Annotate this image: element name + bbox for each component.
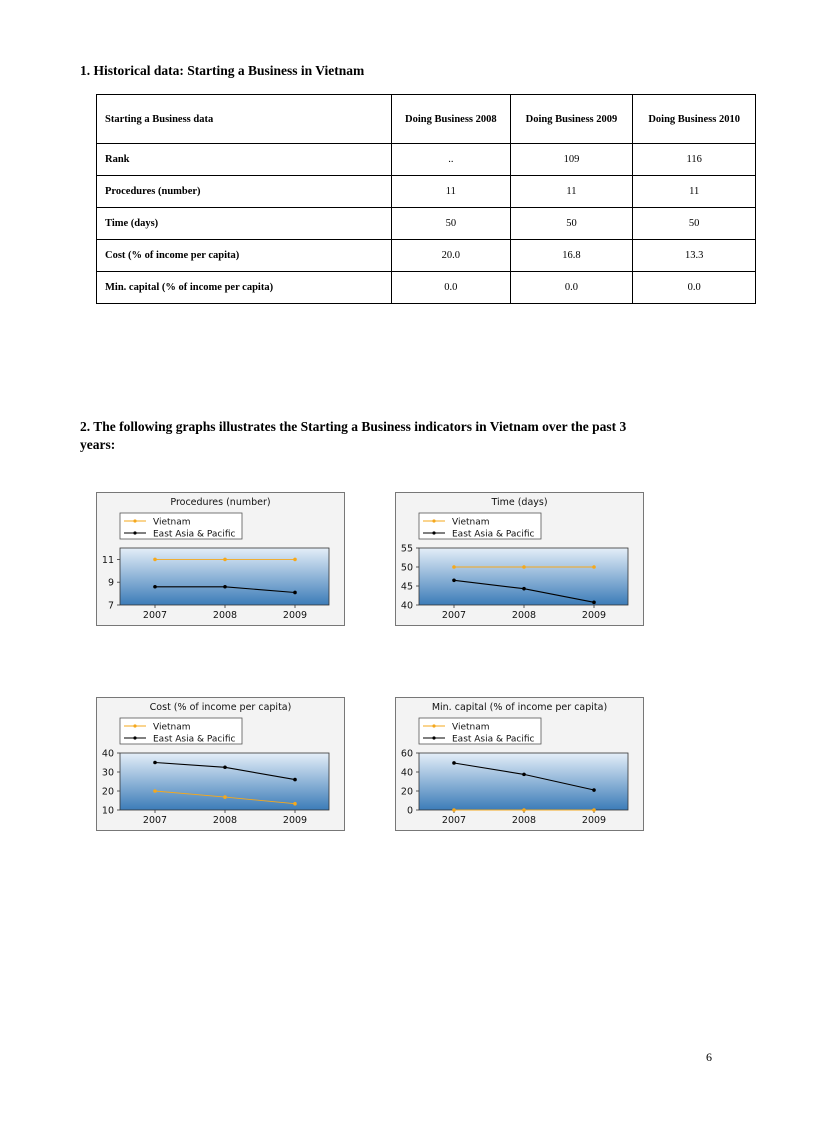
data-point xyxy=(153,558,157,562)
plot-area xyxy=(419,548,628,605)
legend-label: East Asia & Pacific xyxy=(452,734,535,745)
y-tick-label: 45 xyxy=(400,581,413,593)
legend-label: East Asia & Pacific xyxy=(153,529,236,540)
table-cell: 116 xyxy=(633,144,756,176)
table-header: Starting a Business data xyxy=(97,95,392,144)
x-tick-label: 2008 xyxy=(212,610,238,621)
table-cell: 11 xyxy=(392,176,511,208)
section-1-title: 1. Historical data: Starting a Business in Vietnam xyxy=(80,63,365,78)
plot-area xyxy=(419,753,628,810)
data-point xyxy=(153,789,157,793)
table-cell: 0.0 xyxy=(392,272,511,304)
legend-label: East Asia & Pacific xyxy=(452,529,535,540)
chart-time xyxy=(395,492,644,626)
chart-title: Cost (% of income per capita) xyxy=(149,702,292,713)
page-number: 6 xyxy=(706,1050,712,1064)
chart-svg xyxy=(396,493,643,625)
starting-business-table xyxy=(96,94,756,304)
x-tick-label: 2008 xyxy=(511,610,537,621)
table-cell: 0.0 xyxy=(633,272,756,304)
x-tick-label: 2008 xyxy=(212,815,238,826)
table-row-label: Time (days) xyxy=(97,208,392,240)
y-tick-label: 60 xyxy=(400,748,413,760)
table-row xyxy=(97,176,756,208)
data-point xyxy=(522,565,526,569)
data-point xyxy=(293,802,297,806)
table-cell: 13.3 xyxy=(633,240,756,272)
chart-procedures xyxy=(96,492,345,626)
table-cell: 50 xyxy=(392,208,511,240)
x-tick-label: 2008 xyxy=(511,815,537,826)
table-cell: 11 xyxy=(633,176,756,208)
y-tick-label: 50 xyxy=(400,562,413,574)
y-tick-label: 11 xyxy=(101,554,114,566)
table-row-label: Procedures (number) xyxy=(97,176,392,208)
y-tick-label: 9 xyxy=(107,577,114,589)
table-cell: 50 xyxy=(633,208,756,240)
legend-point-marker xyxy=(133,519,136,522)
data-point xyxy=(452,579,456,583)
data-point xyxy=(452,565,456,569)
legend-point-marker xyxy=(133,531,136,534)
table-row xyxy=(97,240,756,272)
table-cell: 50 xyxy=(510,208,633,240)
table-row xyxy=(97,208,756,240)
x-tick-label: 2009 xyxy=(581,610,607,621)
legend-label: Vietnam xyxy=(153,722,191,733)
x-tick-label: 2009 xyxy=(282,610,308,621)
table-cell: 16.8 xyxy=(510,240,633,272)
chart-cost xyxy=(96,697,345,831)
y-tick-label: 20 xyxy=(101,786,114,798)
data-point xyxy=(592,808,596,812)
legend-point-marker xyxy=(133,724,136,727)
legend-point-marker xyxy=(432,724,435,727)
data-point xyxy=(223,558,227,562)
table-header: Doing Business 2009 xyxy=(510,95,633,144)
table-row xyxy=(97,272,756,304)
table-cell: 11 xyxy=(510,176,633,208)
data-point xyxy=(223,795,227,799)
table-row-label: Min. capital (% of income per capita) xyxy=(97,272,392,304)
y-tick-label: 40 xyxy=(400,600,413,612)
table-header: Doing Business 2008 xyxy=(392,95,511,144)
data-point xyxy=(452,761,456,765)
x-tick-label: 2009 xyxy=(282,815,308,826)
data-point xyxy=(522,587,526,591)
y-tick-label: 0 xyxy=(406,805,413,817)
y-tick-label: 10 xyxy=(101,805,114,817)
plot-area xyxy=(120,753,329,810)
data-point xyxy=(452,808,456,812)
y-tick-label: 40 xyxy=(101,748,114,760)
legend-label: Vietnam xyxy=(452,722,490,733)
table-header-row xyxy=(97,95,756,144)
x-tick-label: 2007 xyxy=(441,610,467,621)
y-tick-label: 7 xyxy=(107,600,114,612)
y-tick-label: 40 xyxy=(400,767,413,779)
y-tick-label: 20 xyxy=(400,786,413,798)
data-point xyxy=(522,808,526,812)
data-point xyxy=(293,591,297,595)
data-point xyxy=(223,585,227,589)
legend-label: East Asia & Pacific xyxy=(153,734,236,745)
data-point xyxy=(522,773,526,777)
chart-title: Time (days) xyxy=(491,497,548,508)
table-cell: 20.0 xyxy=(392,240,511,272)
table-row-label: Cost (% of income per capita) xyxy=(97,240,392,272)
chart-svg xyxy=(396,698,643,830)
table-header: Doing Business 2010 xyxy=(633,95,756,144)
table-cell: 0.0 xyxy=(510,272,633,304)
legend-label: Vietnam xyxy=(153,517,191,528)
data-point xyxy=(293,778,297,782)
legend-point-marker xyxy=(133,736,136,739)
x-tick-label: 2007 xyxy=(441,815,467,826)
data-point xyxy=(153,585,157,589)
y-tick-label: 55 xyxy=(400,543,413,555)
table-row-label: Rank xyxy=(97,144,392,176)
chart-svg xyxy=(97,698,344,830)
section-2-title: 2. The following graphs illustrates the Starting a Business indicators in Vietnam over the past 3 years: xyxy=(80,419,627,452)
data-point xyxy=(223,765,227,769)
chart-title: Procedures (number) xyxy=(170,497,271,508)
data-point xyxy=(592,565,596,569)
chart-min-capital xyxy=(395,697,644,831)
x-tick-label: 2007 xyxy=(142,610,168,621)
chart-svg xyxy=(97,493,344,625)
legend-point-marker xyxy=(432,736,435,739)
x-tick-label: 2007 xyxy=(142,815,168,826)
table-row xyxy=(97,144,756,176)
legend-point-marker xyxy=(432,531,435,534)
data-point xyxy=(293,558,297,562)
legend-label: Vietnam xyxy=(452,517,490,528)
y-tick-label: 30 xyxy=(101,767,114,779)
table-cell: 109 xyxy=(510,144,633,176)
data-point xyxy=(592,601,596,605)
data-point xyxy=(592,788,596,792)
chart-title: Min. capital (% of income per capita) xyxy=(431,702,608,713)
x-tick-label: 2009 xyxy=(581,815,607,826)
legend-point-marker xyxy=(432,519,435,522)
plot-area xyxy=(120,548,329,605)
data-point xyxy=(153,761,157,765)
table-cell: .. xyxy=(392,144,511,176)
